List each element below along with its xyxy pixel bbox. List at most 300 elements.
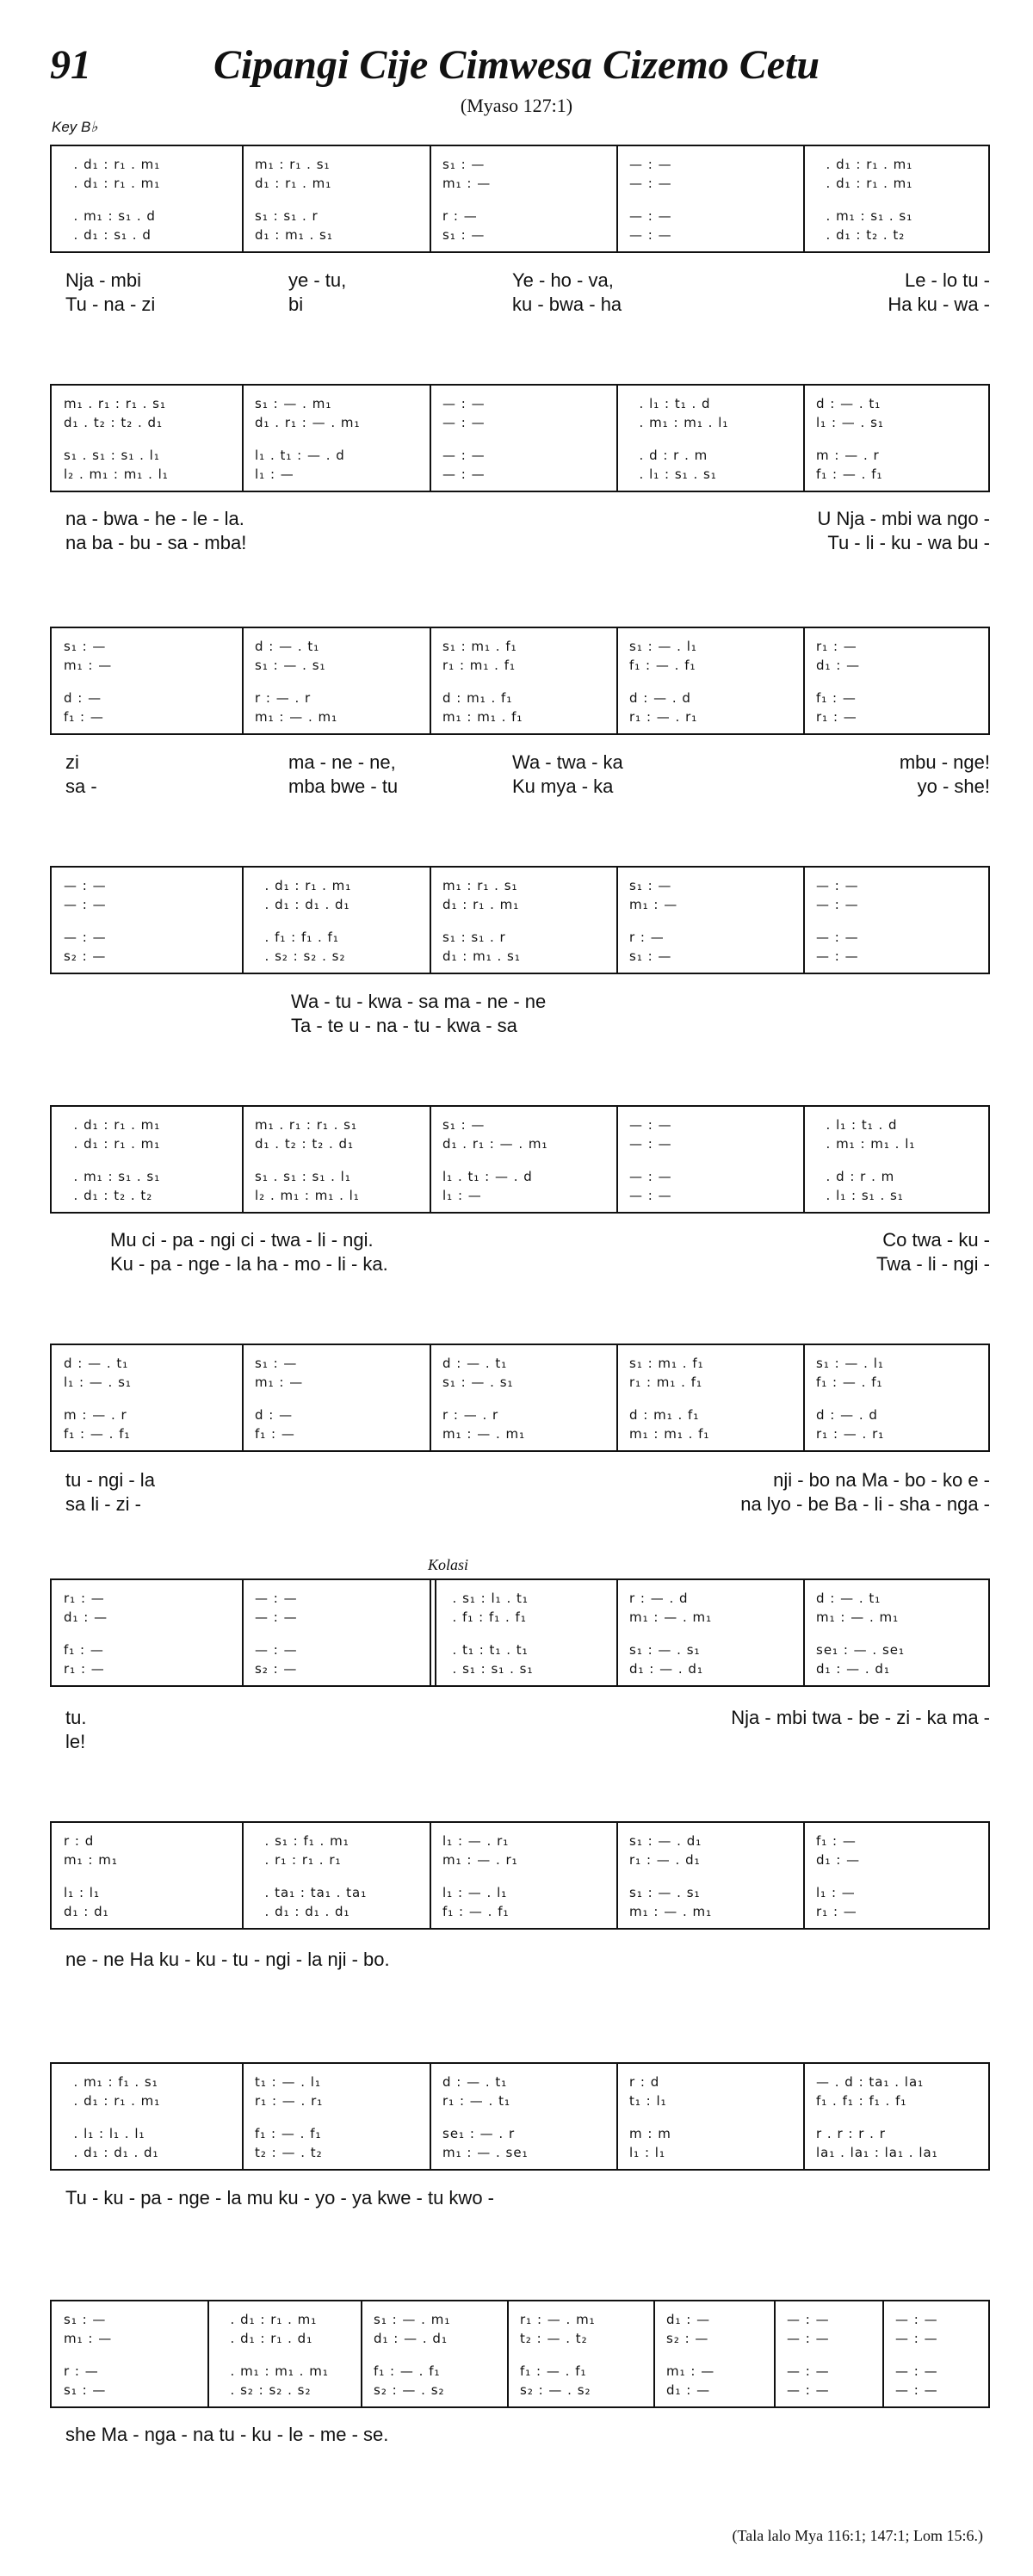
sol-fa-cell: . d₁ : r₁ . m₁	[816, 157, 913, 172]
voice-row	[52, 895, 988, 914]
notation-system	[50, 145, 990, 253]
sol-fa-cell: d : — . t₁	[442, 1356, 508, 1371]
sol-fa-cell: m : m	[629, 2126, 671, 2141]
lyric-line	[50, 1468, 990, 1492]
sol-fa-cell: . ta₁ : ta₁ . ta₁	[255, 1885, 368, 1900]
voice-row	[52, 2073, 988, 2091]
sol-fa-cell: . d₁ : t₂ . t₂	[64, 1188, 153, 1203]
notation-system	[50, 1105, 990, 1214]
sol-fa-cell: . m₁ : s₁ . d	[64, 208, 156, 224]
sol-fa-cell: f₁ : — . f₁	[520, 2363, 587, 2379]
sol-fa-cell: r : d	[629, 2074, 660, 2090]
sol-fa-cell: — : —	[629, 1136, 672, 1152]
sol-fa-cell: f₁ : —	[255, 1426, 295, 1442]
sol-fa-cell: m₁ : m₁	[64, 1852, 118, 1868]
lyric-segment: she Ma - nga - na tu - ku - le - me - se.	[65, 2424, 389, 2445]
sol-fa-cell: m₁ : r₁ . s₁	[442, 878, 518, 893]
sol-fa-cell: r . r : r . r	[816, 2126, 886, 2141]
sol-fa-cell: . d₁ : t₂ . t₂	[816, 227, 906, 243]
sol-fa-cell: f₁ : — . f₁	[816, 1374, 883, 1390]
sol-fa-cell: s₁ : m₁ . f₁	[629, 1356, 704, 1371]
lyric-segment: Ta - te u - na - tu - kwa - sa	[291, 1015, 517, 1036]
sol-fa-cell: — : —	[895, 2363, 938, 2379]
sol-fa-cell: — : —	[629, 157, 672, 172]
sol-fa-cell: m₁ : — . se₁	[442, 2145, 529, 2160]
sol-fa-cell: — : —	[64, 930, 107, 945]
sol-fa-cell: m : — . r	[64, 1407, 127, 1423]
voice-row	[52, 1883, 988, 1902]
sol-fa-cell: r₁ : — . t₁	[442, 2093, 510, 2109]
lyric-line	[50, 1948, 990, 1972]
sol-fa-cell: l₁ : l₁	[629, 2145, 665, 2160]
sol-fa-cell: m₁ . r₁ : r₁ . s₁	[64, 396, 167, 411]
sol-fa-cell: f₁ : — . f₁	[816, 466, 883, 482]
sol-fa-cell: d₁ : — . d₁	[816, 1661, 890, 1677]
sol-fa-cell: . d₁ : d₁ . d₁	[255, 897, 350, 912]
sol-fa-cell: . f₁ : f₁ . f₁	[442, 1609, 527, 1625]
voice-row	[52, 155, 988, 174]
sol-fa-cell: — : —	[64, 878, 107, 893]
voice-row	[52, 656, 988, 675]
sol-fa-cell: f₁ : —	[64, 709, 104, 725]
voice-row	[52, 707, 988, 726]
sol-fa-cell: la₁ . la₁ : la₁ . la₁	[816, 2145, 938, 2160]
sol-fa-cell: — : —	[787, 2331, 830, 2346]
voice-row	[52, 2091, 988, 2110]
sol-fa-cell: r₁ : — . r₁	[816, 1426, 885, 1442]
sol-fa-cell: . t₁ : t₁ . t₁	[442, 1642, 529, 1658]
sol-fa-cell: — : —	[629, 227, 672, 243]
sol-fa-cell: s₁ : — . s₁	[629, 1885, 701, 1900]
sol-fa-cell: s₁ : — . m₁	[255, 396, 332, 411]
lyric-segment: ye - tu,	[288, 269, 347, 291]
sol-fa-cell: d₁ : —	[666, 2382, 711, 2398]
sol-fa-cell: m₁ : — . m₁	[629, 1904, 713, 1919]
lyric-segment: ku - bwa - ha	[512, 293, 622, 315]
sol-fa-cell: — : —	[816, 878, 859, 893]
sol-fa-cell: f₁ : — . f₁	[255, 2126, 322, 2141]
notation-system	[50, 1821, 990, 1930]
voice-row	[52, 2124, 988, 2143]
sol-fa-cell: m₁ : — . m₁	[255, 709, 338, 725]
lyric-segment: na lyo - be Ba - li - sha - nga -	[740, 1493, 990, 1515]
sol-fa-cell: . m₁ : s₁ . s₁	[816, 208, 913, 224]
sol-fa-cell: . s₂ : s₂ . s₂	[255, 948, 346, 964]
lyric-segment: U Nja - mbi wa ngo -	[817, 508, 990, 529]
sol-fa-cell: l₁ : — . s₁	[64, 1374, 132, 1390]
sol-fa-cell: l₁ : —	[442, 1188, 482, 1203]
lyric-line	[50, 293, 990, 317]
sol-fa-cell: r₁ : — . d₁	[629, 1852, 701, 1868]
voice-row	[52, 2381, 988, 2400]
sol-fa-cell: d : m₁ . f₁	[442, 690, 513, 706]
lyric-segment: Ku - pa - nge - la ha - mo - li - ka.	[110, 1253, 388, 1275]
kolasi-label: Kolasi	[428, 1556, 469, 1573]
sol-fa-cell: . d₁ : d₁ . d₁	[64, 2145, 159, 2160]
sol-fa-cell: — : —	[629, 1188, 672, 1203]
sol-fa-cell: m₁ : — . m₁	[442, 1426, 526, 1442]
sol-fa-cell: d : — . t₁	[255, 639, 320, 654]
sol-fa-cell: f₁ : — . f₁	[629, 658, 696, 673]
lyric-segment: Tu - ku - pa - nge - la mu ku - yo - ya kwe - tu kwo -	[65, 2187, 494, 2208]
sol-fa-cell: l₁ : — . l₁	[442, 1885, 508, 1900]
lyrics-block	[50, 990, 990, 1038]
sol-fa-cell: t₂ : — . t₂	[255, 2145, 323, 2160]
lyric-segment: Wa - tu - kwa - sa ma - ne - ne	[291, 991, 547, 1012]
sol-fa-cell: . f₁ : f₁ . f₁	[255, 930, 339, 945]
sol-fa-cell: — : —	[629, 176, 672, 191]
sol-fa-cell: m₁ : —	[255, 1374, 304, 1390]
lyric-segment: Co twa - ku -	[882, 1229, 990, 1251]
sol-fa-cell: r₁ : —	[816, 709, 857, 725]
sol-fa-cell: s₁ : —	[442, 227, 486, 243]
lyrics-block	[50, 751, 990, 799]
sol-fa-cell: d₁ . r₁ : — . m₁	[442, 1136, 548, 1152]
lyrics-block	[50, 2186, 990, 2210]
sol-fa-cell: r₁ : —	[64, 1661, 105, 1677]
sol-fa-cell: d₁ : —	[666, 2312, 711, 2327]
sol-fa-cell: s₂ : —	[255, 1661, 298, 1677]
sol-fa-cell: d₁ : m₁ . s₁	[442, 948, 521, 964]
lyric-segment: Le - lo tu -	[904, 269, 990, 291]
sol-fa-cell: d : — . d	[816, 1407, 878, 1423]
sol-fa-cell: — : —	[442, 466, 486, 482]
sol-fa-cell: s₁ . s₁ : s₁ . l₁	[255, 1169, 351, 1184]
sol-fa-cell: . d : r . m	[629, 448, 708, 463]
lyric-line	[50, 775, 990, 799]
sol-fa-cell: — : —	[816, 930, 859, 945]
sol-fa-cell: s₁ : —	[629, 948, 672, 964]
sol-fa-cell: . d₁ : r₁ . d₁	[220, 2331, 313, 2346]
sol-fa-cell: d₁ : —	[816, 658, 861, 673]
sol-fa-cell: . s₁ : l₁ . t₁	[442, 1591, 529, 1606]
lyric-segment: Tu - na - zi	[65, 293, 156, 315]
sol-fa-cell: l₁ : l₁	[64, 1885, 100, 1900]
voice-row	[52, 1902, 988, 1921]
lyric-line	[50, 507, 990, 531]
lyric-segment: Ha ku - wa -	[888, 293, 990, 315]
sol-fa-cell: d₁ : m₁ . s₁	[255, 227, 333, 243]
sol-fa-cell: — : —	[895, 2331, 938, 2346]
sol-fa-cell: r : —	[442, 208, 478, 224]
sol-fa-cell: . m₁ : s₁ . s₁	[64, 1169, 161, 1184]
sol-fa-cell: d₁ : r₁ . m₁	[255, 176, 332, 191]
lyric-line	[50, 1706, 990, 1730]
voice-row	[52, 876, 988, 895]
sol-fa-cell: s₁ : s₁ . r	[255, 208, 319, 224]
sol-fa-cell: m₁ : —	[64, 658, 113, 673]
lyric-segment: na ba - bu - sa - mba!	[65, 532, 247, 553]
sol-fa-cell: d : —	[64, 690, 102, 706]
sol-fa-cell: l₁ : —	[816, 1885, 856, 1900]
scripture-reference: (Myaso 127:1)	[460, 95, 573, 116]
sol-fa-cell: r : — . r	[255, 690, 312, 706]
sol-fa-cell: . d₁ : d₁ . d₁	[255, 1904, 350, 1919]
sol-fa-cell: r₁ : m₁ . f₁	[442, 658, 516, 673]
voice-row	[52, 1640, 988, 1659]
sol-fa-cell: . s₂ : s₂ . s₂	[220, 2382, 312, 2398]
sol-fa-cell: . d₁ : r₁ . m₁	[220, 2312, 318, 2327]
sol-fa-cell: d : — . t₁	[442, 2074, 508, 2090]
sol-fa-cell: — : —	[787, 2312, 830, 2327]
lyric-segment: Ku mya - ka	[512, 775, 614, 797]
sol-fa-cell: — : —	[442, 448, 486, 463]
lyric-line	[50, 1252, 990, 1276]
sol-fa-cell: f₁ . f₁ : f₁ . f₁	[816, 2093, 907, 2109]
lyrics-block	[50, 269, 990, 317]
sol-fa-cell: — : —	[255, 1591, 298, 1606]
lyric-segment: Twa - li - ngi -	[875, 1253, 990, 1275]
sol-fa-cell: l₁ . t₁ : — . d	[442, 1169, 533, 1184]
sol-fa-cell: s₂ : — . s₂	[374, 2382, 445, 2398]
sol-fa-cell: d₁ . r₁ : — . m₁	[255, 415, 361, 430]
voice-row	[52, 1659, 988, 1678]
sol-fa-cell: — : —	[816, 948, 859, 964]
sol-fa-cell: . m₁ : m₁ . l₁	[816, 1136, 916, 1152]
voice-row	[52, 174, 988, 193]
sol-fa-cell: s₁ : —	[255, 1356, 298, 1371]
lyric-segment: bi	[288, 293, 304, 315]
voice-row	[52, 1354, 988, 1373]
sol-fa-cell: m₁ : —	[666, 2363, 715, 2379]
lyric-segment: le!	[65, 1731, 86, 1752]
lyric-segment: nji - bo na Ma - bo - ko e -	[773, 1469, 990, 1491]
sol-fa-cell: — : —	[629, 1117, 672, 1133]
sol-fa-cell: d : m₁ . f₁	[629, 1407, 700, 1423]
sol-fa-cell: t₁ : — . l₁	[255, 2074, 321, 2090]
sol-fa-cell: m₁ : — . r₁	[442, 1852, 518, 1868]
sol-fa-cell: . l₁ : l₁ . l₁	[64, 2126, 145, 2141]
sol-fa-cell: s₁ : —	[629, 878, 672, 893]
sol-fa-cell: r : —	[64, 2363, 99, 2379]
lyrics-block	[50, 1948, 990, 1972]
sol-fa-cell: d : — . t₁	[816, 396, 881, 411]
voice-row	[52, 2329, 988, 2348]
sol-fa-cell: s₁ : — . l₁	[816, 1356, 884, 1371]
lyric-line	[50, 531, 990, 555]
voice-row	[52, 413, 988, 432]
sol-fa-cell: — : —	[787, 2382, 830, 2398]
sol-fa-cell: — : —	[255, 1642, 298, 1658]
sol-fa-cell: — : —	[787, 2363, 830, 2379]
lyric-line	[50, 1228, 990, 1252]
sol-fa-cell: — : —	[255, 1609, 298, 1625]
sol-fa-cell: . d₁ : r₁ . m₁	[64, 1136, 161, 1152]
lyric-line	[50, 990, 990, 1014]
sol-fa-cell: m₁ : r₁ . s₁	[255, 157, 331, 172]
voice-row	[52, 1134, 988, 1153]
sol-fa-cell: s₂ : — . s₂	[520, 2382, 591, 2398]
sol-fa-cell: m₁ : — . m₁	[816, 1609, 900, 1625]
lyric-segment: Mu ci - pa - ngi ci - twa - li - ngi.	[110, 1229, 374, 1251]
sol-fa-cell: s₁ : —	[442, 1117, 486, 1133]
hymn-title: Cipangi Cije Cimwesa Cizemo Cetu	[213, 42, 820, 88]
notation-system	[50, 1578, 990, 1687]
voice-row	[52, 394, 988, 413]
sol-fa-cell: d₁ : —	[64, 1609, 108, 1625]
sol-fa-cell: . l₁ : s₁ . s₁	[629, 466, 717, 482]
sol-fa-cell: s₁ : —	[64, 639, 107, 654]
notation-system	[50, 866, 990, 974]
sol-fa-cell: l₁ : — . r₁	[442, 1833, 510, 1849]
sol-fa-cell: f₁ : — . f₁	[64, 1426, 131, 1442]
sol-fa-cell: . l₁ : s₁ . s₁	[816, 1188, 904, 1203]
sol-fa-cell: t₂ : — . t₂	[520, 2331, 588, 2346]
lyric-segment: Tu - li - ku - wa bu -	[827, 532, 990, 553]
sol-fa-cell: s₁ : — . d₁	[629, 1833, 702, 1849]
voice-row	[52, 689, 988, 707]
sol-fa-cell: f₁ : —	[816, 690, 857, 706]
sol-fa-cell: d₁ . t₂ : t₂ . d₁	[64, 415, 164, 430]
voice-row	[52, 1832, 988, 1850]
voice-row	[52, 225, 988, 244]
sol-fa-cell: d₁ : —	[816, 1852, 861, 1868]
voice-row	[52, 947, 988, 966]
sol-fa-cell: r₁ : — . m₁	[520, 2312, 596, 2327]
sol-fa-cell: f₁ : — . f₁	[442, 1904, 510, 1919]
lyric-segment: Nja - mbi twa - be - zi - ka ma -	[731, 1707, 990, 1728]
notation-system	[50, 1344, 990, 1452]
voice-row	[52, 1424, 988, 1443]
lyric-segment: tu.	[65, 1707, 87, 1728]
sol-fa-cell: . m₁ : m₁ . m₁	[220, 2363, 329, 2379]
sol-fa-cell: d₁ : — . d₁	[629, 1661, 703, 1677]
lyrics-block	[50, 507, 990, 555]
lyric-segment: yo - she!	[917, 775, 990, 797]
notation-system	[50, 627, 990, 735]
sol-fa-cell: s₁ : —	[64, 2312, 107, 2327]
sol-fa-cell: d₁ : — . d₁	[374, 2331, 448, 2346]
lyric-line	[50, 2423, 990, 2447]
sol-fa-cell: s₁ : — . s₁	[442, 1374, 514, 1390]
sol-fa-cell: . s₁ : f₁ . m₁	[255, 1833, 349, 1849]
sol-fa-cell: m₁ : m₁ . f₁	[629, 1426, 710, 1442]
voice-row	[52, 928, 988, 947]
sol-fa-cell: m₁ : — . m₁	[629, 1609, 713, 1625]
sol-fa-cell: f₁ : —	[64, 1642, 104, 1658]
sol-fa-cell: r : — . d	[629, 1591, 689, 1606]
sol-fa-cell: — : —	[816, 897, 859, 912]
sol-fa-cell: s₁ . s₁ : s₁ . l₁	[64, 448, 160, 463]
notation-system	[50, 2300, 990, 2408]
lyric-line	[50, 269, 990, 293]
voice-row	[52, 1167, 988, 1186]
sol-fa-cell: s₁ : — . l₁	[629, 639, 697, 654]
sol-fa-cell: d₁ . t₂ : t₂ . d₁	[255, 1136, 355, 1152]
lyric-segment: zi	[65, 751, 79, 773]
lyric-line	[50, 1492, 990, 1517]
lyrics-block	[50, 1228, 990, 1276]
sol-fa-cell: s₁ : — . s₁	[629, 1642, 701, 1658]
sol-fa-cell: r₁ : —	[64, 1591, 105, 1606]
sol-fa-cell: . l₁ : t₁ . d	[629, 396, 711, 411]
lyric-line	[50, 751, 990, 775]
voice-row	[52, 1608, 988, 1627]
voice-row	[52, 1589, 988, 1608]
sol-fa-cell: s₁ : — . s₁	[255, 658, 326, 673]
sol-fa-cell: r₁ : — . r₁	[629, 709, 698, 725]
voice-row	[52, 637, 988, 656]
lyric-line	[50, 2186, 990, 2210]
footer-references: (Tala lalo Mya 116:1; 147:1; Lom 15:6.)	[732, 2527, 983, 2544]
sol-fa-cell: l₂ . m₁ : m₁ . l₁	[64, 466, 169, 482]
sol-fa-cell: — . d : ta₁ . la₁	[816, 2074, 925, 2090]
lyrics-block	[50, 1468, 990, 1517]
voice-row	[52, 1405, 988, 1424]
voice-row	[52, 1850, 988, 1869]
voice-row	[52, 446, 988, 465]
sol-fa-cell: d₁ : r₁ . m₁	[442, 897, 520, 912]
voice-row	[52, 2362, 988, 2381]
lyric-segment: tu - ngi - la	[65, 1469, 155, 1491]
sol-fa-cell: m₁ . r₁ : r₁ . s₁	[255, 1117, 358, 1133]
notation-system	[50, 384, 990, 492]
lyric-segment: mbu - nge!	[899, 751, 990, 773]
sol-fa-cell: — : —	[629, 208, 672, 224]
sol-fa-cell: . d₁ : r₁ . m₁	[64, 1117, 161, 1133]
sol-fa-cell: . d₁ : r₁ . m₁	[64, 176, 161, 191]
sol-fa-cell: — : —	[895, 2312, 938, 2327]
sol-fa-cell: m₁ : m₁ . f₁	[442, 709, 523, 725]
sol-fa-cell: r : —	[629, 930, 665, 945]
voice-row	[52, 1186, 988, 1205]
sol-fa-cell: r : — . r	[442, 1407, 499, 1423]
sol-fa-cell: d₁ : d₁	[64, 1904, 109, 1919]
sol-fa-cell: d : — . d	[629, 690, 691, 706]
sol-fa-cell: . r₁ : r₁ . r₁	[255, 1852, 342, 1868]
sol-fa-cell: . m₁ : f₁ . s₁	[64, 2074, 158, 2090]
key-signature: Key B♭	[52, 119, 98, 135]
sol-fa-cell: . l₁ : t₁ . d	[816, 1117, 898, 1133]
sol-fa-cell: m₁ : —	[64, 2331, 113, 2346]
sol-fa-cell: — : —	[442, 415, 486, 430]
sol-fa-cell: se₁ : — . r	[442, 2126, 516, 2141]
voice-row	[52, 2310, 988, 2329]
lyric-line	[50, 1014, 990, 1038]
lyrics-block	[50, 2423, 990, 2447]
lyric-segment: ma - ne - ne,	[288, 751, 396, 773]
notation-system	[50, 2062, 990, 2171]
sol-fa-cell: r₁ : —	[816, 639, 857, 654]
lyric-segment: sa li - zi -	[65, 1493, 141, 1515]
sol-fa-cell: f₁ : —	[816, 1833, 857, 1849]
lyric-segment: sa -	[65, 775, 97, 797]
sol-fa-cell: s₁ : — . m₁	[374, 2312, 451, 2327]
hymn-number: 91	[50, 42, 91, 88]
voice-row	[52, 465, 988, 484]
sol-fa-cell: t₁ : l₁	[629, 2093, 667, 2109]
sol-fa-cell: r₁ : m₁ . f₁	[629, 1374, 702, 1390]
sol-fa-cell: s₁ : m₁ . f₁	[442, 639, 517, 654]
lyric-segment: Nja - mbi	[65, 269, 142, 291]
sol-fa-cell: — : —	[895, 2382, 938, 2398]
sol-fa-cell: . d₁ : r₁ . m₁	[64, 2093, 161, 2109]
sol-fa-cell: r₁ : —	[816, 1904, 857, 1919]
sol-fa-cell: l₁ : —	[255, 466, 294, 482]
sol-fa-cell: r₁ : — . r₁	[255, 2093, 324, 2109]
lyric-segment: na - bwa - he - le - la.	[65, 508, 244, 529]
lyric-line	[50, 1730, 990, 1754]
lyrics-block	[50, 1706, 990, 1754]
sol-fa-cell: l₂ . m₁ : m₁ . l₁	[255, 1188, 360, 1203]
sol-fa-cell: . d₁ : r₁ . m₁	[64, 157, 161, 172]
voice-row	[52, 207, 988, 225]
sol-fa-cell: . d₁ : r₁ . m₁	[255, 878, 352, 893]
sol-fa-cell: — : —	[629, 1169, 672, 1184]
sol-fa-cell: l₁ . t₁ : — . d	[255, 448, 345, 463]
sol-fa-cell: . m₁ : m₁ . l₁	[629, 415, 729, 430]
sol-fa-cell: s₂ : —	[666, 2331, 709, 2346]
